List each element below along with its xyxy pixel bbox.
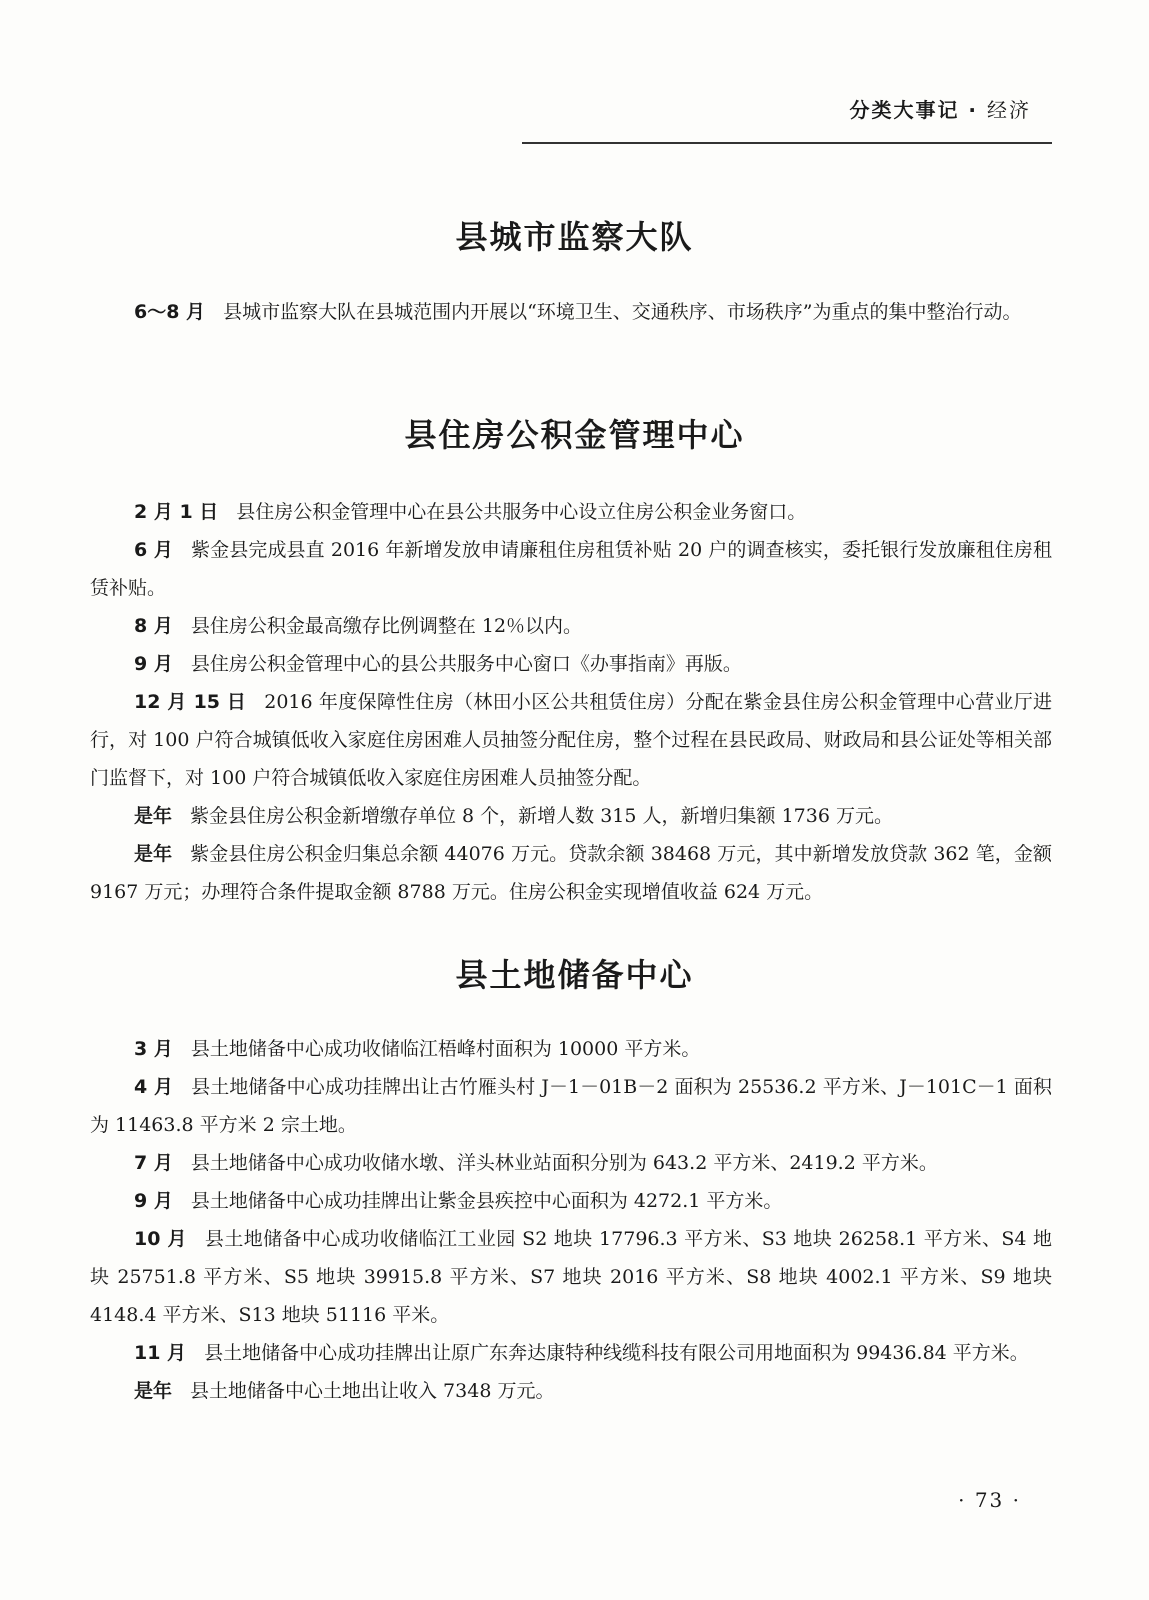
entry-text: 县土地储备中心成功挂牌出让古竹雁头村 J－1－01B－2 面积为 25536.2 平方米、J－101C－1 面积为 11463.8 平方米 2 宗土地。 xyxy=(90,1076,1052,1136)
running-head-category: 分类大事记 xyxy=(849,98,960,122)
entry xyxy=(90,293,1052,331)
entry xyxy=(90,645,1052,683)
entry-date: 是年 xyxy=(134,1380,173,1402)
entry-text: 县土地储备中心土地出让收入 7348 万元。 xyxy=(190,1380,555,1402)
section-entries xyxy=(90,493,1052,911)
entry-text: 县土地储备中心成功收储临江工业园 S2 地块 17796.3 平方米、S3 地块 26258.1 平方米、S4 地块 25751.8 平方米、S5 地块 39915.8 平方米、S7 地块 2016 平方米、S8 地块 4002.1 平方米、S9 地块 4148.4 平方米、S13 地块 51116 平米。 xyxy=(90,1228,1052,1326)
entry-date: 12 月 15 日 xyxy=(134,691,247,713)
entry-text: 县土地储备中心成功收储水墩、洋头林业站面积分别为 643.2 平方米、2419.2 平方米。 xyxy=(190,1152,938,1174)
entry-date: 6 月 xyxy=(134,539,174,561)
entry-date: 7 月 xyxy=(134,1152,173,1174)
running-head-separator: · xyxy=(968,98,979,122)
running-head xyxy=(849,94,1031,123)
entry-text: 县住房公积金管理中心在县公共服务中心设立住房公积金业务窗口。 xyxy=(236,501,807,523)
entry-text: 紫金县完成县直 2016 年新增发放申请廉租住房租赁补贴 20 户的调查核实，委托银行发放廉租住房租赁补贴。 xyxy=(90,539,1052,599)
section-entries xyxy=(90,293,1052,331)
entry-text: 县土地储备中心成功挂牌出让紫金县疾控中心面积为 4272.1 平方米。 xyxy=(190,1190,783,1212)
entry-date: 8 月 xyxy=(134,615,173,637)
entry-text: 县住房公积金最高缴存比例调整在 12％以内。 xyxy=(190,615,583,637)
entry-text: 县土地储备中心成功收储临江梧峰村面积为 10000 平方米。 xyxy=(190,1038,701,1060)
entry-text: 县土地储备中心成功挂牌出让原广东奔达康特种线缆科技有限公司用地面积为 99436.84 平方米。 xyxy=(204,1342,1029,1364)
entry-date: 10 月 xyxy=(134,1228,187,1250)
entry-date: 是年 xyxy=(134,805,173,827)
entry-text: 紫金县住房公积金新增缴存单位 8 个，新增人数 315 人，新增归集额 1736 万元。 xyxy=(190,805,893,827)
entry xyxy=(90,1372,1052,1410)
entry-date: 3 月 xyxy=(134,1038,173,1060)
entry-date: 11 月 xyxy=(134,1342,187,1364)
entry-date: 是年 xyxy=(134,843,173,865)
entry xyxy=(90,493,1052,531)
running-head-topic: 经济 xyxy=(987,98,1031,122)
section-entries xyxy=(90,1030,1052,1410)
entry-text: 紫金县住房公积金归集总余额 44076 万元。贷款余额 38468 万元，其中新增发放贷款 362 笔，金额 9167 万元；办理符合条件提取金额 8788 万元。住房公积金实现增值收益 624 万元。 xyxy=(90,843,1052,903)
entry xyxy=(90,1068,1052,1144)
page-number: · 73 · xyxy=(958,1488,1021,1512)
entry xyxy=(90,531,1052,607)
section-title: 县土地储备中心 xyxy=(455,956,694,994)
entry-date: 9 月 xyxy=(134,1190,173,1212)
entry-text: 2016 年度保障性住房（林田小区公共租赁住房）分配在紫金县住房公积金管理中心营业厅进行，对 100 户符合城镇低收入家庭住房困难人员抽签分配住房，整个过程在县民政局、财政局和县公证处等相关部门监督下，对 100 户符合城镇低收入家庭住房困难人员抽签分配。 xyxy=(90,691,1052,789)
entry xyxy=(90,683,1052,797)
entry-text: 县城市监察大队在县城范围内开展以“环境卫生、交通秩序、市场秩序”为重点的集中整治行动。 xyxy=(223,301,1022,323)
entry-date: 6～8 月 xyxy=(134,301,206,323)
header-rule xyxy=(522,142,1052,144)
entry-date: 2 月 1 日 xyxy=(134,501,219,523)
entry xyxy=(90,797,1052,835)
entry xyxy=(90,835,1052,911)
entry xyxy=(90,1334,1052,1372)
entry xyxy=(90,607,1052,645)
entry-date: 4 月 xyxy=(134,1076,174,1098)
section-title: 县城市监察大队 xyxy=(455,218,694,256)
entry xyxy=(90,1220,1052,1334)
entry xyxy=(90,1144,1052,1182)
entry-date: 9 月 xyxy=(134,653,173,675)
section-title: 县住房公积金管理中心 xyxy=(404,416,745,454)
entry xyxy=(90,1182,1052,1220)
entry-text: 县住房公积金管理中心的县公共服务中心窗口《办事指南》再版。 xyxy=(190,653,742,675)
entry xyxy=(90,1030,1052,1068)
